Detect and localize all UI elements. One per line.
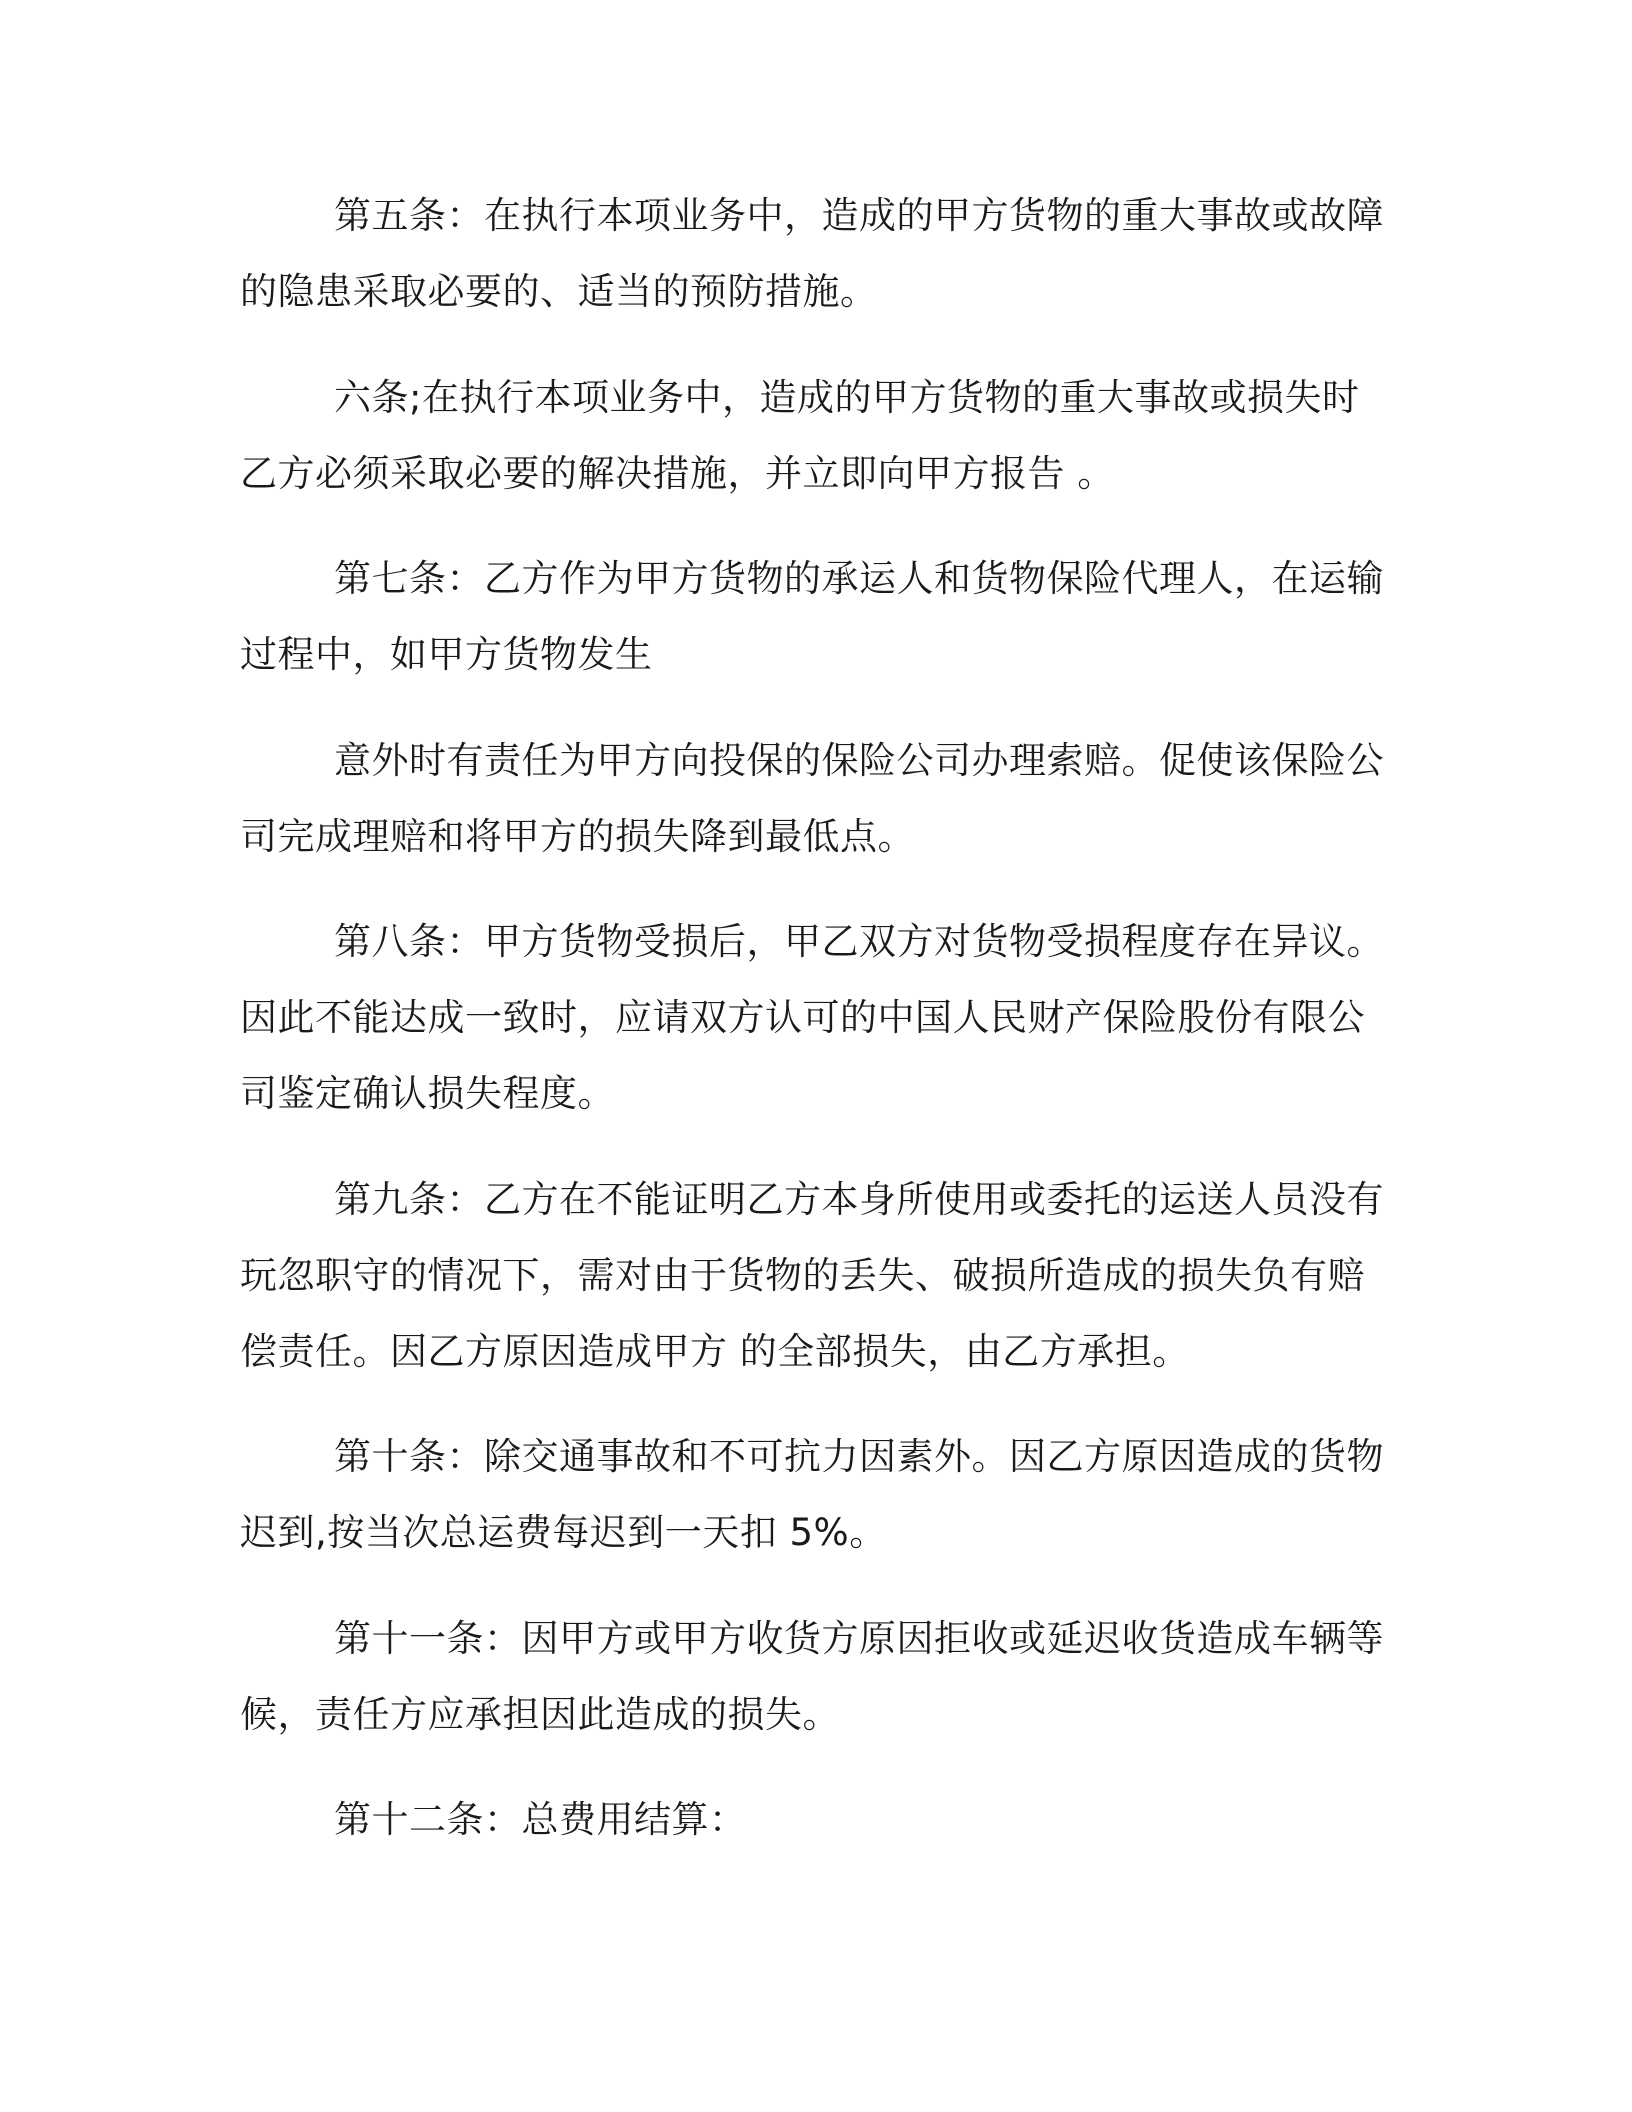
article-5-line-1: 第五条：在执行本项业务中，造成的甲方货物的重大事故或故障 — [334, 194, 1384, 237]
article-10-line-1: 第十条：除交通事故和不可抗力因素外。因乙方原因造成的货物 — [334, 1435, 1384, 1478]
article-8-line-1: 第八条：甲方货物受损后，甲乙双方对货物受损程度存在异议。 — [334, 920, 1384, 963]
article-9-line-3: 偿责任。因乙方原因造成甲方 的全部损失，由乙方承担。 — [240, 1330, 1190, 1373]
article-9-line-1: 第九条：乙方在不能证明乙方本身所使用或委托的运送人员没有 — [334, 1178, 1384, 1221]
article-11-line-1: 第十一条：因甲方或甲方收货方原因拒收或延迟收货造成车辆等 — [334, 1617, 1384, 1660]
article-7-continued-line-2: 司完成理赔和将甲方的损失降到最低点。 — [240, 815, 915, 858]
article-10-line-2: 迟到,按当次总运费每迟到一天扣 5%。 — [240, 1511, 887, 1554]
article-12-line-1: 第十二条：总费用结算： — [334, 1798, 747, 1841]
article-9-line-2: 玩忽职守的情况下，需对由于货物的丢失、破损所造成的损失负有赔 — [240, 1254, 1365, 1297]
article-6-line-1: 六条;在执行本项业务中，造成的甲方货物的重大事故或损失时 — [334, 376, 1360, 419]
article-7-line-2: 过程中，如甲方货物发生 — [240, 633, 653, 676]
article-8-line-3: 司鉴定确认损失程度。 — [240, 1072, 615, 1115]
article-5-line-2: 的隐患采取必要的、适当的预防措施。 — [240, 270, 878, 313]
article-11-line-2: 候，责任方应承担因此造成的损失。 — [240, 1693, 840, 1736]
article-8-line-2: 因此不能达成一致时，应请双方认可的中国人民财产保险股份有限公 — [240, 996, 1365, 1039]
article-6-line-2: 乙方必须采取必要的解决措施，并立即向甲方报告 。 — [240, 452, 1115, 495]
article-7-line-1: 第七条：乙方作为甲方货物的承运人和货物保险代理人，在运输 — [334, 557, 1384, 600]
article-7-continued-line-1: 意外时有责任为甲方向投保的保险公司办理索赔。促使该保险公 — [334, 739, 1384, 782]
